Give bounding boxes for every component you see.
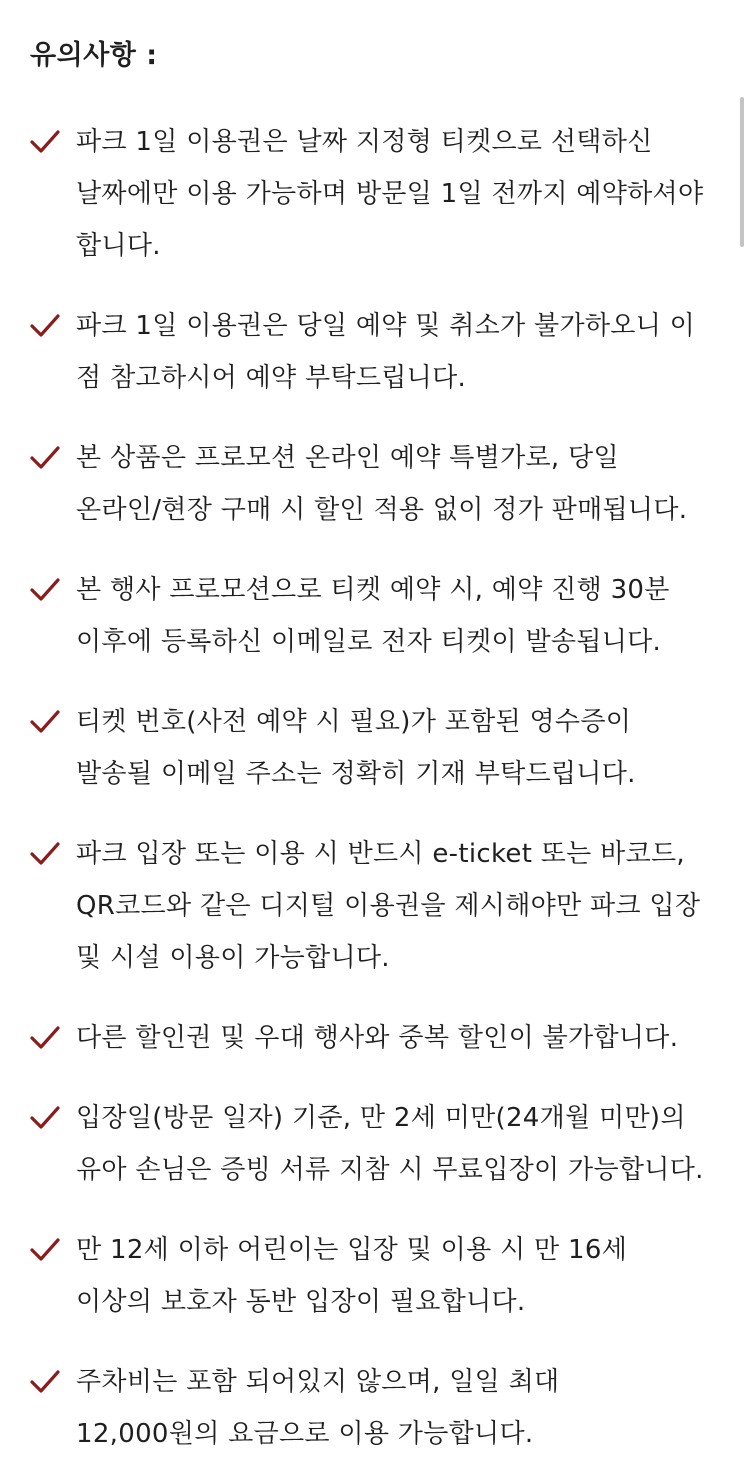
list-item bbox=[30, 1356, 710, 1460]
checkmark-icon bbox=[30, 300, 76, 352]
checkmark-icon bbox=[30, 1092, 76, 1144]
list-item bbox=[30, 696, 710, 800]
notice-text: 파크 입장 또는 이용 시 반드시 e-ticket 또는 바코드, QR코드와 같은 디지털 이용권을 제시해야만 파크 입장 및 시설 이용이 가능합니다. bbox=[76, 839, 701, 973]
notice-text: 티켓 번호(사전 예약 시 필요)가 포함된 영수증이 발송될 이메일 주소는 정확히 기재 부탁드립니다. bbox=[76, 707, 636, 789]
list-item bbox=[30, 432, 710, 536]
notice-text: 주차비는 포함 되어있지 않으며, 일일 최대 12,000원의 요금으로 이용 가능합니다. bbox=[76, 1367, 560, 1449]
list-item bbox=[30, 1012, 710, 1064]
checkmark-icon bbox=[30, 1224, 76, 1276]
list-item bbox=[30, 564, 710, 668]
notice-text: 본 상품은 프로모션 온라인 예약 특별가로, 당일 온라인/현장 구매 시 할인 적용 없이 정가 판매됩니다. bbox=[76, 443, 688, 525]
notice-text: 다른 할인권 및 우대 행사와 중복 할인이 불가합니다. bbox=[76, 1023, 679, 1053]
notice-text: 만 12세 이하 어린이는 입장 및 이용 시 만 16세 이상의 보호자 동반 입장이 필요합니다. bbox=[76, 1235, 628, 1317]
list-item bbox=[30, 1092, 710, 1196]
notice-text: 파크 1일 이용권은 날짜 지정형 티켓으로 선택하신 날짜에만 이용 가능하며 방문일 1일 전까지 예약하셔야 합니다. bbox=[76, 127, 704, 261]
page-title: 유의사항 : bbox=[30, 40, 158, 71]
scrollbar-thumb[interactable] bbox=[740, 97, 744, 247]
notice-text: 파크 1일 이용권은 당일 예약 및 취소가 불가하오니 이 점 참고하시어 예약 부탁드립니다. bbox=[76, 311, 696, 393]
checkmark-icon bbox=[30, 116, 76, 168]
notice-text: 입장일(방문 일자) 기준, 만 2세 미만(24개월 미만)의 유아 손님은 증빙 서류 지참 시 무료입장이 가능합니다. bbox=[76, 1103, 704, 1185]
checkmark-icon bbox=[30, 1012, 76, 1064]
checkmark-icon bbox=[30, 828, 76, 880]
list-item bbox=[30, 828, 710, 984]
list-item bbox=[30, 116, 710, 272]
notice-text: 본 행사 프로모션으로 티켓 예약 시, 예약 진행 30분 이후에 등록하신 이메일로 전자 티켓이 발송됩니다. bbox=[76, 575, 670, 657]
notice-list bbox=[30, 116, 710, 1460]
checkmark-icon bbox=[30, 564, 76, 616]
checkmark-icon bbox=[30, 432, 76, 484]
checkmark-icon bbox=[30, 1356, 76, 1408]
list-item bbox=[30, 300, 710, 404]
list-item bbox=[30, 1224, 710, 1328]
checkmark-icon bbox=[30, 696, 76, 748]
